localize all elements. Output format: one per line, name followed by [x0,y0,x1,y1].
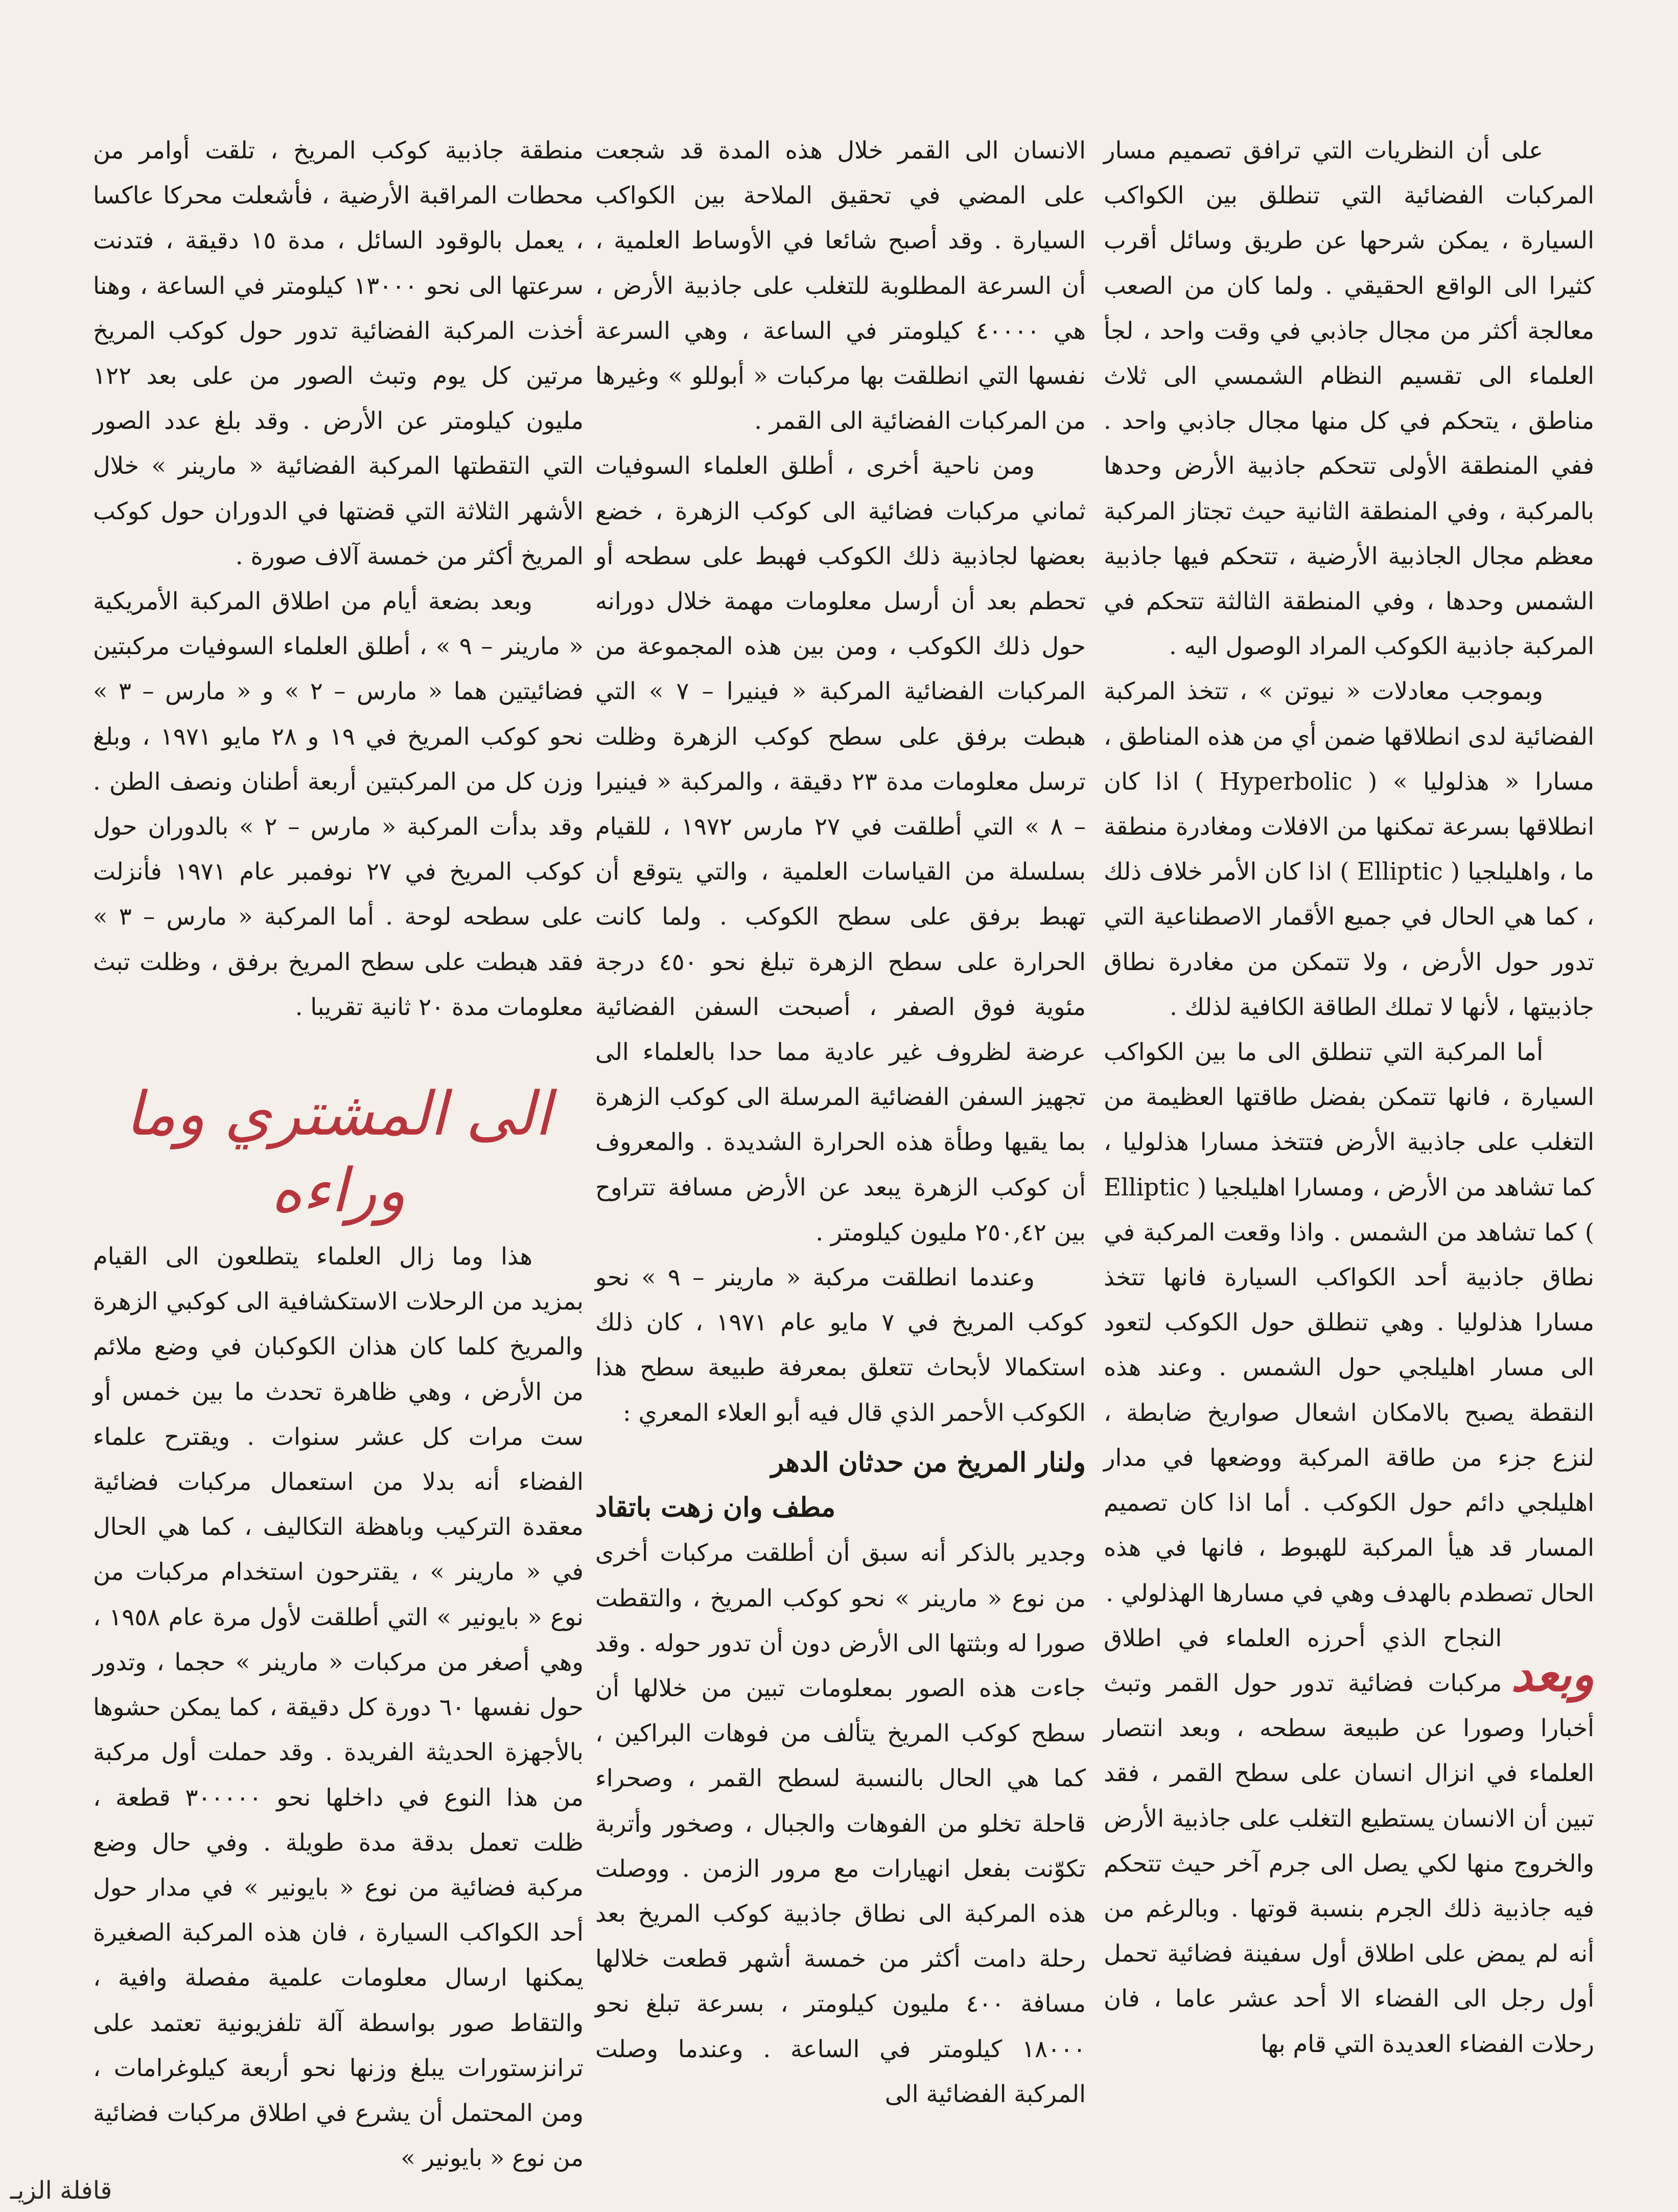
text-column-right [1104,128,1594,2066]
verse-line-1: ولنار المريخ من حدثان الدهر [771,1446,1086,1478]
text-column-left [93,128,584,2180]
paragraph: الانسان الى القمر خلال هذه المدة قد شجعت على المضي في تحقيق الملاحة بين الكواكب السيارة . وقد أصبح شائعا في الأوساط العلمية ، أن السرعة المطلوبة للتغلب على جاذبية الأرض ، هي ٤٠٠٠٠ كيلومتر في الساعة ، وهي السرعة نفسها التي انطلقت بها مركبات « أبوللو » وغيرها من المركبات الفضائية الى القمر . [595,136,1086,435]
verse-line-2: مطف وان زهت باتقاد [595,1492,836,1524]
paragraph: منطقة جاذبية كوكب المريخ ، تلقت أوامر من محطات المراقبة الأرضية ، فأشعلت محركا عاكسا ، يعمل بالوقود السائل ، مدة ١٥ دقيقة ، فتدنت سرعتها الى نحو ١٣٠٠٠ كيلومتر في الساعة ، وهنا أخذت المركبة الفضائية تدور حول كوكب المريخ مرتين كل يوم وتبث الصور من على بعد ١٢٢ مليون كيلومتر عن الأرض . وقد بلغ عدد الصور التي التقطتها المركبة الفضائية « مارينر » خلال الأشهر الثلاثة التي قضتها في الدوران حول كوكب المريخ أكثر من خمسة آلاف صورة . [93,136,584,570]
paragraph: أما المركبة التي تنطلق الى ما بين الكواكب السيارة ، فانها تتمكن بفضل طاقتها العظيمة من التغلب على جاذبية الأرض فتتخذ مسارا هذلوليا ، كما تشاهد من الأرض ، ومسارا اهليلجيا ( Elliptic ) كما تشاهد من الشمس . واذا وقعت المركبة في نطاق جاذبية أحد الكواكب السيارة فانها تتخذ مسارا هذلوليا . وهي تنطلق حول الكوكب لتعود الى مسار اهليلجي حول الشمس . وعند هذه النقطة يصبح بالامكان اشعال صواريخ ضابطة ، لنزع جزء من طاقة المركبة ووضعها في مدار اهليلجي دائم حول الكوكب . أما اذا كان تصميم المسار قد هيأ المركبة للهبوط ، فانها في هذه الحال تصطدم بالهدف وهي في مسارها الهذلولي . [1104,1038,1594,1607]
paragraph: وعندما انطلقت مركبة « مارينر – ٩ » نحو كوكب المريخ في ٧ مايو عام ١٩٧١ ، كان ذلك استكمالا لأبحاث تتعلق بمعرفة طبيعة سطح هذا الكوكب الأحمر الذي قال فيه أبو العلاء المعري : [595,1263,1086,1426]
lead-in-word: وبعد [1511,1646,1594,1702]
paragraph: ومن ناحية أخرى ، أطلق العلماء السوفيات ثماني مركبات فضائية الى كوكب الزهرة ، خضع بعضها لجاذبية ذلك الكوكب فهبط على سطحه أو تحطم بعد أن أرسل معلومات مهمة خلال دورانه حول ذلك الكوكب ، ومن بين هذه المجموعة من المركبات الفضائية المركبة « فينيرا – ٧ » التي هبطت برفق على سطح كوكب الزهرة وظلت ترسل معلومات مدة ٢٣ دقيقة ، والمركبة « فينيرا – ٨ » التي أطلقت في ٢٧ مارس ١٩٧٢ ، للقيام بسلسلة من القياسات العلمية ، والتي يتوقع أن تهبط برفق على سطح الكوكب . ولما كانت الحرارة على سطح الزهرة تبلغ نحو ٤٥٠ درجة مئوية فوق الصفر ، أصبحت السفن الفضائية عرضة لظروف غير عادية مما حدا بالعلماء الى تجهيز السفن الفضائية المرسلة الى كوكب الزهرة بما يقيها وطأة هذه الحرارة الشديدة . والمعروف أن كوكب الزهرة يبعد عن الأرض مسافة تتراوح بين ٢٥٠,٤٢ مليون كيلومتر . [595,452,1086,1246]
paragraph: على أن النظريات التي ترافق تصميم مسار المركبات الفضائية التي تنطلق بين الكواكب السيارة ، يمكن شرحها عن طريق وسائل أقرب كثيرا الى الواقع الحقيقي . ولما كان من الصعب معالجة أكثر من مجال جاذبي في وقت واحد ، لجأ العلماء الى تقسيم النظام الشمسي الى ثلاث مناطق ، يتحكم في كل منها مجال جاذبي واحد . ففي المنطقة الأولى تتحكم جاذبية الأرض وحدها بالمركبة ، وفي المنطقة الثانية حيث تجتاز المركبة معظم مجال الجاذبية الأرضية ، تتحكم فيها جاذبية الشمس وحدها ، وفي المنطقة الثالثة تتحكم في المركبة جاذبية الكوكب المراد الوصول اليه . [1104,136,1594,660]
paragraph-with-lead-in [1104,1616,1594,2066]
paragraph: وبعد بضعة أيام من اطلاق المركبة الأمريكية « مارينر – ٩ » ، أطلق العلماء السوفيات مركبتين فضائيتين هما « مارس – ٢ » و « مارس – ٣ » نحو كوكب المريخ في ١٩ و ٢٨ مايو ١٩٧١ ، وبلغ وزن كل من المركبتين أربعة أطنان ونصف الطن . وقد بدأت المركبة « مارس – ٢ » بالدوران حول كوكب المريخ في ٢٧ نوفمبر عام ١٩٧١ فأنزلت على سطحه لوحة . أما المركبة « مارس – ٣ » فقد هبطت على سطح المريخ برفق ، وظلت تبث معلومات مدة ٢٠ ثانية تقريبا . [93,587,584,1021]
running-footer: قافلة الزيـ [10,2176,112,2205]
paragraph: وجدير بالذكر أنه سبق أن أطلقت مركبات أخرى من نوع « مارينر » نحو كوكب المريخ ، والتقطت صورا له وبثتها الى الأرض دون أن تدور حوله . وقد جاءت هذه الصور بمعلومات تبين من خلالها أن سطح كوكب المريخ يتألف من فوهات البراكين ، كما هي الحال بالنسبة لسطح القمر ، وصحراء قاحلة تخلو من الفوهات والجبال ، وصخور وأتربة تكوّنت بفعل انهيارات مع مرور الزمن . ووصلت هذه المركبة الى نطاق جاذبية كوكب المريخ بعد رحلة دامت أكثر من خمسة أشهر قطعت خلالها مسافة ٤٠٠ مليون كيلومتر ، بسرعة تبلغ نحو ١٨٠٠٠ كيلومتر في الساعة . وعندما وصلت المركبة الفضائية الى [595,1539,1086,2108]
poem-verse [595,1440,1086,1530]
paragraph-text: النجاح الذي أحرزه العلماء في اطلاق مركبات فضائية تدور حول القمر وتبث أخبارا وصورا عن طبيعة سطحه ، وبعد انتصار العلماء في انزال انسان على سطح القمر ، فقد تبين أن الانسان يستطيع التغلب على جاذبية الأرض والخروج منها لكي يصل الى جرم آخر حيث تتحكم فيه جاذبية ذلك الجرم بنسبة قوتها . وبالرغم من أنه لم يمض على اطلاق أول سفينة فضائية تحمل أول رجل الى الفضاء الا أحد عشر عاما ، فان رحلات الفضاء العديدة التي قام بها [1104,1624,1594,2058]
paragraph: وبموجب معادلات « نيوتن » ، تتخذ المركبة الفضائية لدى انطلاقها ضمن أي من هذه المناطق ، مسارا « هذلوليا » ( Hyperbolic ) اذا كان انطلاقها بسرعة تمكنها من الافلات ومغادرة منطقة ما ، واهليلجيا ( Elliptic ) اذا كان الأمر خلاف ذلك ، كما هي الحال في جميع الأقمار الاصطناعية التي تدور حول الأرض ، ولا تتمكن من مغادرة نطاق جاذبيتها ، لأنها لا تملك الطاقة الكافية لذلك . [1104,677,1594,1021]
section-heading: الى المشتري وما وراءه [125,1078,551,1226]
paragraph: هذا وما زال العلماء يتطلعون الى القيام بمزيد من الرحلات الاستكشافية الى كوكبي الزهرة والمريخ كلما كان هذان الكوكبان في وضع ملائم من الأرض ، وهي ظاهرة تحدث ما بين خمس أو ست مرات كل عشر سنوات . ويقترح علماء الفضاء أنه بدلا من استعمال مركبات فضائية معقدة التركيب وباهظة التكاليف ، كما هي الحال في « مارينر » ، يقترحون استخدام مركبات من نوع « بايونير » التي أطلقت لأول مرة عام ١٩٥٨ ، وهي أصغر من مركبات « مارينر » حجما ، وتدور حول نفسها ٦٠ دورة كل دقيقة ، كما يمكن حشوها بالأجهزة الحديثة الفريدة . وقد حملت أول مركبة من هذا النوع في داخلها نحو ٣٠٠٠٠٠ قطعة ، ظلت تعمل بدقة مدة طويلة . وفي حال وضع مركبة فضائية من نوع « بايونير » في مدار حول أحد الكواكب السيارة ، فان هذه المركبة الصغيرة يمكنها ارسال معلومات علمية مفصلة وافية ، والتقاط صور بواسطة آلة تلفزيونية تعتمد على ترانزستورات يبلغ وزنها نحو أربعة كيلوغرامات ، ومن المحتمل أن يشرع في اطلاق مركبات فضائية من نوع « بايونير » [93,1242,584,2172]
text-column-middle [595,128,1086,2116]
